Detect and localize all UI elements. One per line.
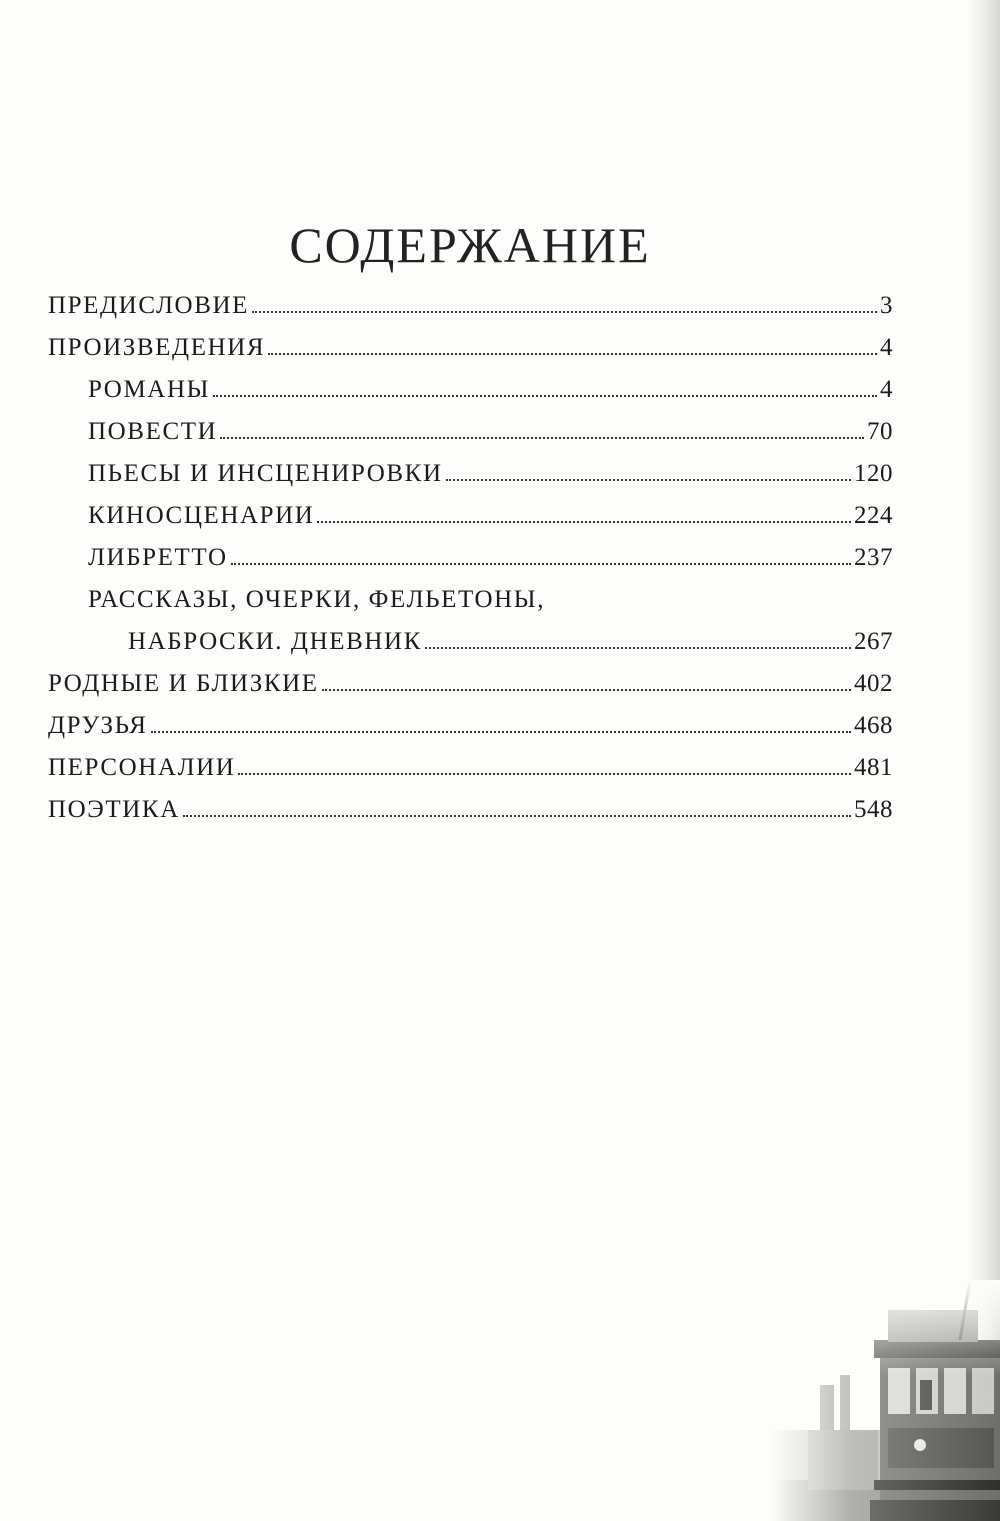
- toc-entry-friends[interactable]: [48, 696, 893, 738]
- toc-entry-works[interactable]: [48, 318, 893, 360]
- toc-entry-label-line2: НАБРОСКИ. ДНЕВНИК: [128, 628, 422, 655]
- toc-leader-dots: [446, 479, 851, 481]
- toc-page-number: 120: [854, 460, 893, 487]
- toc-entry-label: КИНОСЦЕНАРИИ: [88, 502, 315, 529]
- toc-entry-label: ПРЕДИСЛОВИЕ: [48, 292, 249, 319]
- toc-entry-personalia[interactable]: [48, 738, 893, 780]
- toc-page-number: 237: [854, 544, 893, 571]
- toc-page-number: 468: [854, 712, 893, 739]
- toc-entry-screenplays[interactable]: [48, 486, 893, 528]
- toc-leader-dots: [317, 521, 851, 523]
- toc-entry-libretto[interactable]: [48, 528, 893, 570]
- toc-leader-dots: [238, 773, 851, 775]
- toc-page-number: 4: [880, 334, 893, 361]
- toc-leader-dots: [213, 395, 877, 397]
- toc-page-number: 267: [854, 628, 893, 655]
- toc-entry-label: ПОЭТИКА: [48, 796, 180, 823]
- toc-entry-label: ПОВЕСТИ: [88, 418, 218, 445]
- toc-entry-poetics[interactable]: [48, 780, 893, 822]
- page-title: СОДЕРЖАНИЕ: [289, 216, 651, 273]
- toc-entry-label: РОДНЫЕ И БЛИЗКИЕ: [48, 670, 319, 697]
- toc-page-number: 402: [854, 670, 893, 697]
- toc-leader-dots: [151, 731, 851, 733]
- toc-page-number: 4: [880, 376, 893, 403]
- toc-page-number: 548: [854, 796, 893, 823]
- tram-icon: [770, 1280, 1000, 1521]
- toc-entry-stories[interactable]: [48, 570, 893, 654]
- toc-entry-label: ПРОИЗВЕДЕНИЯ: [48, 334, 266, 361]
- toc-entry-label: ЛИБРЕТТО: [88, 544, 228, 571]
- toc-leader-dots: [231, 563, 851, 565]
- toc-leader-dots: [268, 353, 877, 355]
- toc-leader-dots: [322, 689, 851, 691]
- toc-entry-label: ПЕРСОНАЛИИ: [48, 754, 236, 781]
- toc-entry-label-line1: РАССКАЗЫ, ОЧЕРКИ, ФЕЛЬЕТОНЫ,: [88, 586, 546, 613]
- toc-leader-dots: [425, 647, 851, 649]
- toc-page-number: 224: [854, 502, 893, 529]
- toc-entry-label: ПЬЕСЫ И ИНСЦЕНИРОВКИ: [88, 460, 443, 487]
- tram-photo-illustration: [770, 1280, 1000, 1521]
- toc-entry-novels[interactable]: [48, 360, 893, 402]
- toc-entry-novellas[interactable]: [48, 402, 893, 444]
- toc-leader-dots: [220, 437, 864, 439]
- toc-entry-label: РОМАНЫ: [88, 376, 211, 403]
- toc-page-number: 481: [854, 754, 893, 781]
- toc-leader-dots: [183, 815, 851, 817]
- toc-entry-plays[interactable]: [48, 444, 893, 486]
- toc-entry-label: ДРУЗЬЯ: [48, 712, 148, 739]
- toc-page-number: 70: [867, 418, 893, 445]
- table-of-contents: [48, 276, 893, 822]
- toc-entry-relatives[interactable]: [48, 654, 893, 696]
- toc-entry-preface[interactable]: [48, 276, 893, 318]
- toc-page-number: 3: [880, 292, 893, 319]
- toc-leader-dots: [252, 311, 877, 313]
